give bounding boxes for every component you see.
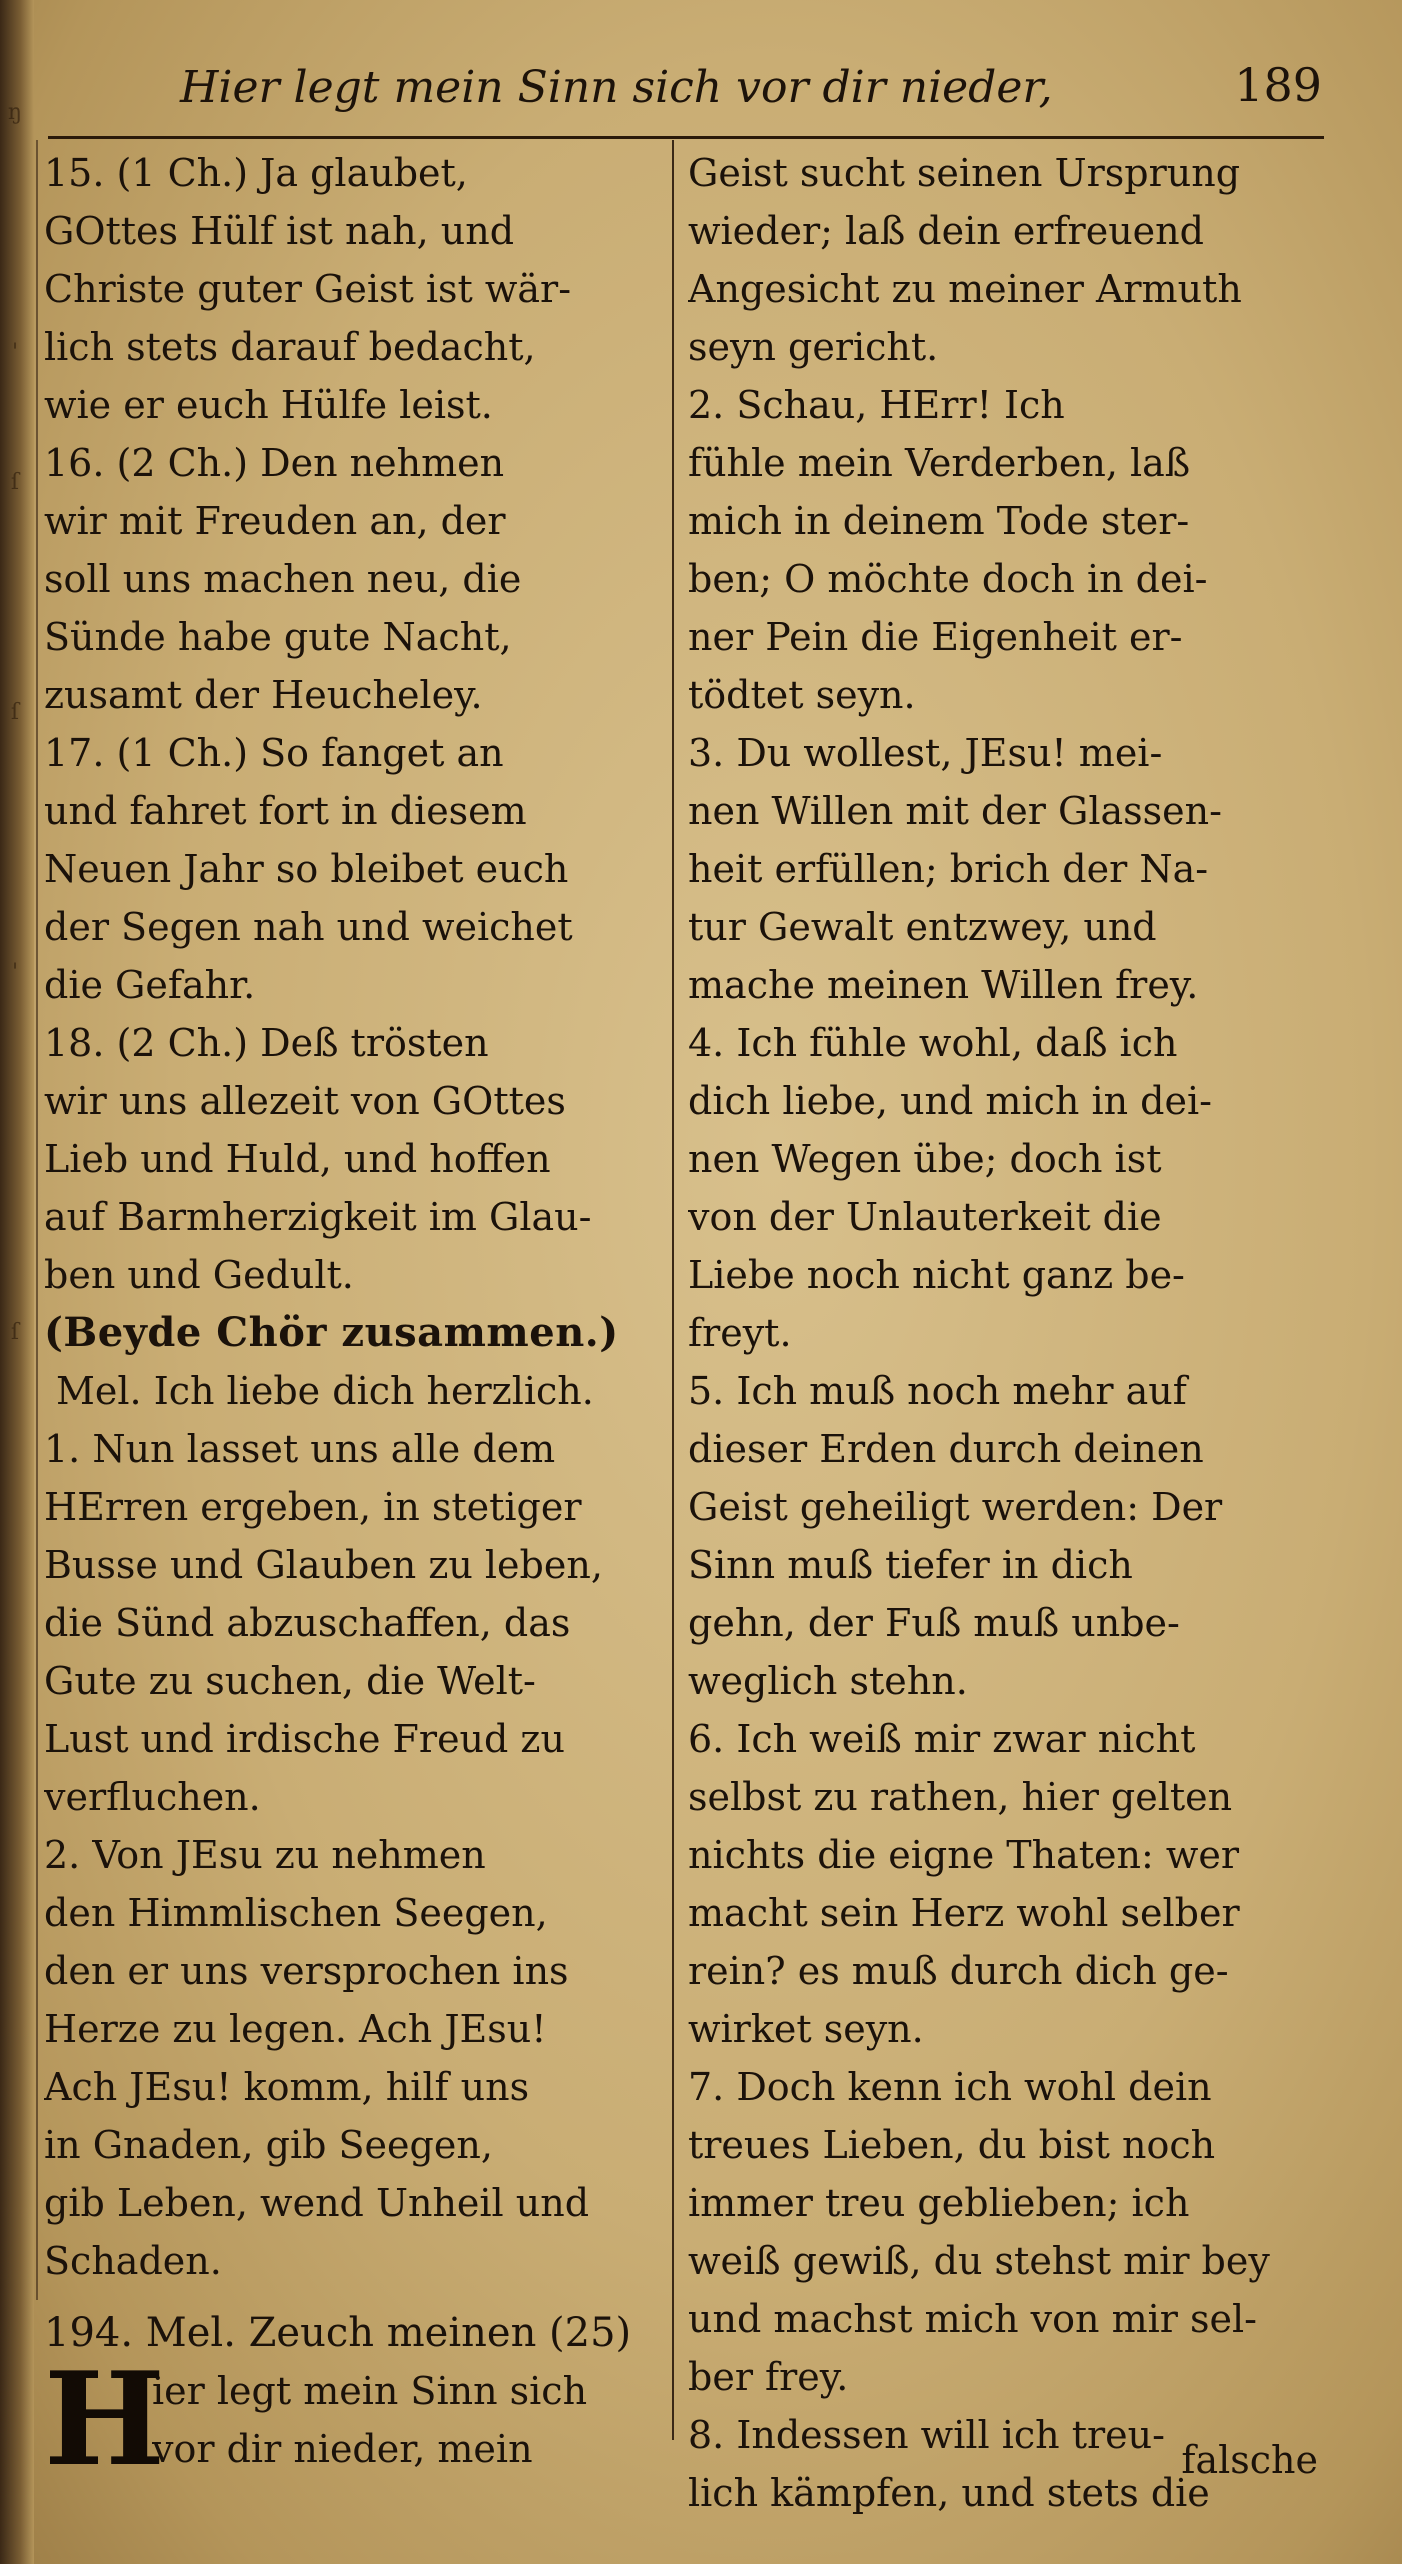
text-line: lich stets darauf bedacht, <box>44 325 536 369</box>
text-line: 5. Ich muß noch mehr auf <box>688 1369 1187 1413</box>
text-line: nen Wegen übe; doch ist <box>688 1137 1162 1181</box>
text-line: Herze zu legen. Ach JEsu! <box>44 2007 547 2051</box>
text-line: Geist sucht seinen Ursprung <box>688 151 1241 195</box>
text-line: von der Unlauterkeit die <box>688 1195 1162 1239</box>
text-line: Schaden. <box>44 2239 222 2283</box>
text-line: wir mit Freuden an, der <box>44 499 506 543</box>
header-rule <box>48 136 1324 139</box>
text-line: rein? es muß durch dich ge- <box>688 1949 1229 1993</box>
text-line: selbst zu rathen, hier gelten <box>688 1775 1233 1819</box>
text-line: Sinn muß tiefer in dich <box>688 1543 1133 1587</box>
column-divider <box>672 140 674 2440</box>
text-line: 1. Nun lasset uns alle dem <box>44 1427 556 1471</box>
left-column <box>44 144 666 2495</box>
text-line: mache meinen Willen frey. <box>688 963 1199 1007</box>
text-line: wir uns allezeit von GOttes <box>44 1079 566 1123</box>
text-line: mich in deinem Tode ster- <box>688 499 1190 543</box>
gutter-marks: ŋ ' ſ ſ ' ſ <box>7 100 23 1345</box>
text-line: Christe guter Geist ist wär- <box>44 267 572 311</box>
text-line: Sünde habe gute Nacht, <box>44 615 512 659</box>
text-line: dieser Erden durch deinen <box>688 1427 1204 1471</box>
text-line: nichts die eigne Thaten: wer <box>688 1833 1240 1877</box>
text-line: und machst mich von mir sel- <box>688 2297 1257 2341</box>
text-line: immer treu geblieben; ich <box>688 2181 1190 2225</box>
text-line: 2. Von JEsu zu nehmen <box>44 1833 486 1877</box>
text-line: Ach JEsu! komm, hilf uns <box>44 2065 530 2109</box>
book-gutter <box>0 0 34 2564</box>
text-line: lich kämpfen, und stets die <box>688 2471 1210 2515</box>
text-line: verfluchen. <box>44 1775 261 1819</box>
text-line: 17. (1 Ch.) So fanget an <box>44 731 504 775</box>
text-line: heit erfüllen; brich der Na- <box>688 847 1209 891</box>
text-line: 2. Schau, HErr! Ich <box>688 383 1065 427</box>
left-border-rule <box>36 140 38 2300</box>
text-line: ben und Gedult. <box>44 1253 354 1297</box>
catchword: falsche <box>1181 2438 1318 2482</box>
text-line: den Himmlischen Seegen, <box>44 1891 548 1935</box>
text-line: tödtet seyn. <box>688 673 916 717</box>
text-line: in Gnaden, gib Seegen, <box>44 2123 493 2167</box>
text-line: fühle mein Verderben, laß <box>688 441 1191 485</box>
text-line: Angesicht zu meiner Armuth <box>688 267 1242 311</box>
drop-cap: H <box>44 2345 165 2495</box>
text-line: zusamt der Heucheley. <box>44 673 483 717</box>
text-line: freyt. <box>688 1311 792 1355</box>
left-column-verses <box>44 144 666 1304</box>
text-line: die Gefahr. <box>44 963 256 1007</box>
text-line: 8. Indessen will ich treu- <box>688 2413 1165 2457</box>
text-line: Busse und Glauben zu leben, <box>44 1543 603 1587</box>
left-column-hymn-verses <box>44 1420 666 2290</box>
melody-line: Mel. Ich liebe dich herzlich. <box>56 1369 594 1413</box>
text-line: 15. (1 Ch.) Ja glaubet, <box>44 151 468 195</box>
text-line: GOttes Hülf ist nah, und <box>44 209 515 253</box>
text-line: ner Pein die Eigenheit er- <box>688 615 1183 659</box>
text-line: 4. Ich fühle wohl, daß ich <box>688 1021 1178 1065</box>
text-line: und fahret fort in diesem <box>44 789 527 833</box>
page-number: 189 <box>1234 58 1322 112</box>
text-line: der Segen nah und weichet <box>44 905 573 949</box>
text-line: gehn, der Fuß muß unbe- <box>688 1601 1180 1645</box>
right-column-verses <box>688 144 1318 2522</box>
text-line: 6. Ich weiß mir zwar nicht <box>688 1717 1196 1761</box>
text-line: 16. (2 Ch.) Den nehmen <box>44 441 505 485</box>
text-line: Liebe noch nicht ganz be- <box>688 1253 1185 1297</box>
text-line: die Sünd abzuschaffen, das <box>44 1601 571 1645</box>
right-column <box>688 144 1318 2522</box>
text-line: HErren ergeben, in stetiger <box>44 1485 582 1529</box>
text-line: soll uns machen neu, die <box>44 557 522 601</box>
text-line: ben; O möchte doch in dei- <box>688 557 1208 601</box>
text-line: 18. (2 Ch.) Deß trösten <box>44 1021 489 1065</box>
text-line: vor dir nieder, mein <box>152 2427 533 2471</box>
text-line: Lust und irdische Freud zu <box>44 1717 565 1761</box>
text-line: weiß gewiß, du stehst mir bey <box>688 2239 1270 2283</box>
text-line: gib Leben, wend Unheil und <box>44 2181 590 2225</box>
text-line: den er uns versprochen ins <box>44 1949 569 1993</box>
hymn-opening <box>44 2345 666 2495</box>
hymn-heading: 194. Mel. Zeuch meinen (25) <box>44 2310 632 2356</box>
section-heading: (Beyde Chör zusammen.) <box>44 1309 619 1356</box>
text-line: tur Gewalt entzwey, und <box>688 905 1157 949</box>
text-line: nen Willen mit der Glassen- <box>688 789 1222 833</box>
text-line: Gute zu suchen, die Welt- <box>44 1659 536 1703</box>
text-line: wie er euch Hülfe leist. <box>44 383 493 427</box>
text-line: ier legt mein Sinn sich <box>152 2369 588 2413</box>
text-line: seyn gericht. <box>688 325 939 369</box>
text-line: Geist geheiligt werden: Der <box>688 1485 1223 1529</box>
running-head: Hier legt mein Sinn sich vor dir nieder, <box>180 62 1053 113</box>
text-line: Lieb und Huld, und hoffen <box>44 1137 551 1181</box>
text-line: weglich stehn. <box>688 1659 968 1703</box>
text-line: macht sein Herz wohl selber <box>688 1891 1240 1935</box>
text-line: 7. Doch kenn ich wohl dein <box>688 2065 1212 2109</box>
text-line: dich liebe, und mich in dei- <box>688 1079 1212 1123</box>
text-line: auf Barmherzigkeit im Glau- <box>44 1195 592 1239</box>
text-line: treues Lieben, du bist noch <box>688 2123 1216 2167</box>
text-line: wirket seyn. <box>688 2007 924 2051</box>
text-line: 3. Du wollest, JEsu! mei- <box>688 731 1163 775</box>
text-line: wieder; laß dein erfreuend <box>688 209 1204 253</box>
text-line: Neuen Jahr so bleibet euch <box>44 847 569 891</box>
text-line: ber frey. <box>688 2355 849 2399</box>
